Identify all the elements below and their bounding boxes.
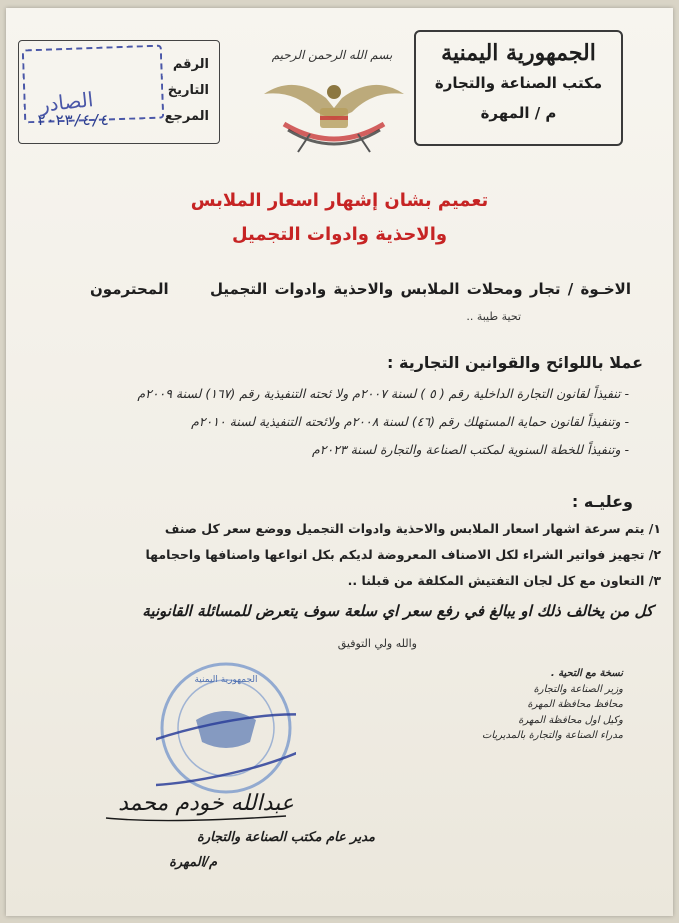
signature-name: عبدالله خودم محمد	[118, 791, 294, 816]
directive-item: ٢/ تجهيز فواتير الشراء لكل الاصناف المعروضة لديكم بكل انواعها واصنافها واحجامها	[145, 547, 661, 562]
cc-recipient: محافظ محافظة المهرة	[527, 699, 623, 710]
ref-date-label: التاريخ	[167, 83, 209, 98]
cc-recipient: وزير الصناعة والتجارة	[533, 683, 623, 695]
branch-name: م / المهرة	[480, 104, 557, 122]
respected-label: المحترمون	[90, 280, 169, 298]
ref-date-value: ٢٠٢٣/٤/٤	[37, 111, 110, 129]
cc-recipient: مدراء الصناعة والتجارة بالمديريات	[481, 730, 623, 741]
eagle-emblem-icon	[254, 68, 414, 160]
subject-line-1: تعميم بشان إشهار اسعار الملابس	[190, 190, 489, 211]
reference-box	[18, 40, 220, 144]
seal-text: الجمهورية اليمنية	[194, 675, 258, 685]
cc-list	[423, 666, 623, 744]
ref-number-label: الرقم	[172, 57, 209, 72]
law-item: - وتنفيذاً للخطة السنوية لمكتب الصناعة والتجارة لسنة ٢٠٢٣م	[312, 442, 629, 457]
office-name: مكتب الصناعة والتجارة	[434, 74, 603, 92]
cc-title: نسخة مع التحية .	[550, 668, 623, 679]
directive-item: ٣/ التعاون مع كل لجان التفتيش المكلفة من قبلنا ..	[347, 573, 661, 588]
outgoing-stamp-text: الصادر	[38, 87, 95, 117]
country-name: الجمهورية اليمنية	[441, 40, 596, 66]
letterhead-box	[414, 30, 623, 146]
accordingly-heading: وعليـه :	[571, 492, 633, 511]
law-item: - تنفيذاً لقانون التجارة الداخلية رقم ( ٥ ) لسنة ٢٠٠٧م ولا ئحته التنفيذية رقم (١٦٧) لسنة ٢٠٠٩م	[137, 386, 629, 401]
basmala: بسم الله الرحمن الرحيم	[271, 48, 393, 62]
legal-warning: كل من يخالف ذلك او يبالغ في رفع سعر اي سلعة سوف يتعرض للمسائلة القانونية	[142, 602, 653, 620]
directive-item: ١/ يتم سرعة اشهار اسعار الملابس والاحذية وادوات التجميل ووضع سعر كل صنف	[164, 521, 661, 536]
law-item: - وتنفيذاً لقانون حماية المستهلك رقم (٤٦) لسنة ٢٠٠٨م ولائحته التنفيذية لسنة ٢٠١٠م	[191, 414, 629, 429]
ref-ref-label: المرجع	[164, 109, 209, 124]
intro-heading: عملا باللوائح والقوانين التجارية :	[387, 353, 643, 372]
signatory-title: مدير عام مكتب الصناعة والتجارة	[197, 830, 375, 845]
closing-phrase: والله ولي التوفيق	[337, 637, 417, 650]
subject-line-2: والاحذية وادوات التجميل	[231, 224, 448, 245]
handwritten-signature	[86, 772, 326, 830]
signatory-subtitle: م/المهرة	[169, 855, 217, 870]
document-page	[6, 8, 673, 916]
cc-recipient: وكيل اول محافظة المهرة	[518, 714, 623, 726]
greeting: تحية طيبة ..	[466, 310, 521, 323]
addressee: الاخـوة / تجار ومحلات الملابس والاحذية وادوات التجميل	[209, 280, 631, 298]
